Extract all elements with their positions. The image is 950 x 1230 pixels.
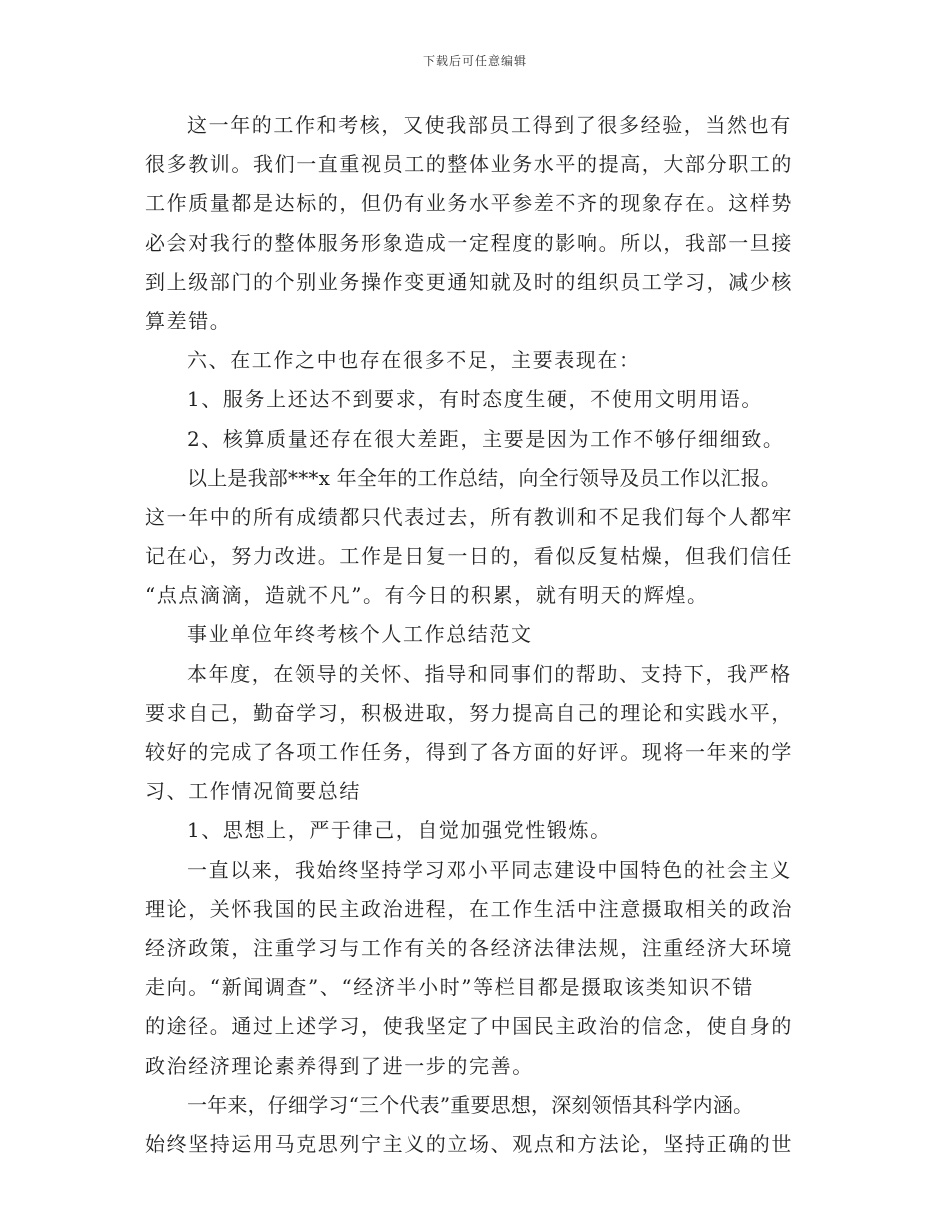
text-line: 到上级部门的个别业务操作变更通知就及时的组织员工学习，减少核 [145,269,793,294]
text-line: 始终坚持运用马克思列宁主义的立场、观点和方法论，坚持正确的世 [145,1131,793,1156]
text-line: 必会对我行的整体服务形象造成一定程度的影响。所以，我部一旦接 [145,230,793,255]
text-line: “点点滴滴，造就不凡”。有今日的积累，就有明天的辉煌。 [145,583,709,608]
text-line: 政治经济理论素养得到了进一步的完善。 [145,1053,534,1078]
text-line: 算差错。 [145,308,232,333]
document-body [145,106,810,1164]
list-item: 2、核算质量还存在很大差距，主要是因为工作不够仔细细致。 [187,426,785,451]
text-line: 习、工作情况简要总结 [145,779,361,804]
text-line: 理论，关怀我国的民主政治进程，在工作生活中注意摄取相关的政治 [145,896,793,921]
text-line: 一直以来，我始终坚持学习邓小平同志建设中国特色的社会主义 [187,857,792,882]
section-heading: 六、在工作之中也存在很多不足，主要表现在： [187,348,641,373]
text-line: 很多教训。我们一直重视员工的整体业务水平的提高，大部分职工的 [145,152,793,177]
text-line: 经济政策，注重学习与工作有关的各经济法律法规，注重经济大环境 [145,935,793,960]
text-line: 工作质量都是达标的，但仍有业务水平参差不齐的现象存在。这样势 [145,191,793,216]
list-item: 1、服务上还达不到要求，有时态度生硬，不使用文明用语。 [187,387,763,412]
text-line: 这一年的工作和考核，又使我部员工得到了很多经验，当然也有 [187,113,792,137]
text-line: 走向。“新闻调查”、“经济半小时”等栏目都是摄取该类知识不错 [145,975,754,1000]
document-title: 事业单位年终考核个人工作总结范文 [187,622,533,647]
page-header: 下载后可任意编辑 [422,54,527,68]
text-line: 一年来，仔细学习“三个代表”重要思想，深刻领悟其科学内涵。 [187,1092,754,1117]
text-line: 这一年中的所有成绩都只代表过去，所有教训和不足我们每个人都牢 [145,504,793,529]
text-line: 本年度，在领导的关怀、指导和同事们的帮助、支持下，我严格 [187,661,792,686]
text-line: 以上是我部***x 年全年的工作总结，向全行领导及员工作以汇报。 [187,465,782,490]
text-line: 的途径。通过上述学习，使我坚定了中国民主政治的信念，使自身的 [145,1014,793,1039]
text-line: 记在心，努力改进。工作是日复一日的，看似反复枯燥，但我们信任 [145,544,793,569]
text-line: 较好的完成了各项工作任务，得到了各方面的好评。现将一年来的学 [145,740,793,764]
section-heading: 1、思想上，严于律己，自觉加强党性锻炼。 [187,818,612,843]
text-line: 要求自己，勤奋学习，积极进取，努力提高自己的理论和实践水平， [145,700,793,725]
